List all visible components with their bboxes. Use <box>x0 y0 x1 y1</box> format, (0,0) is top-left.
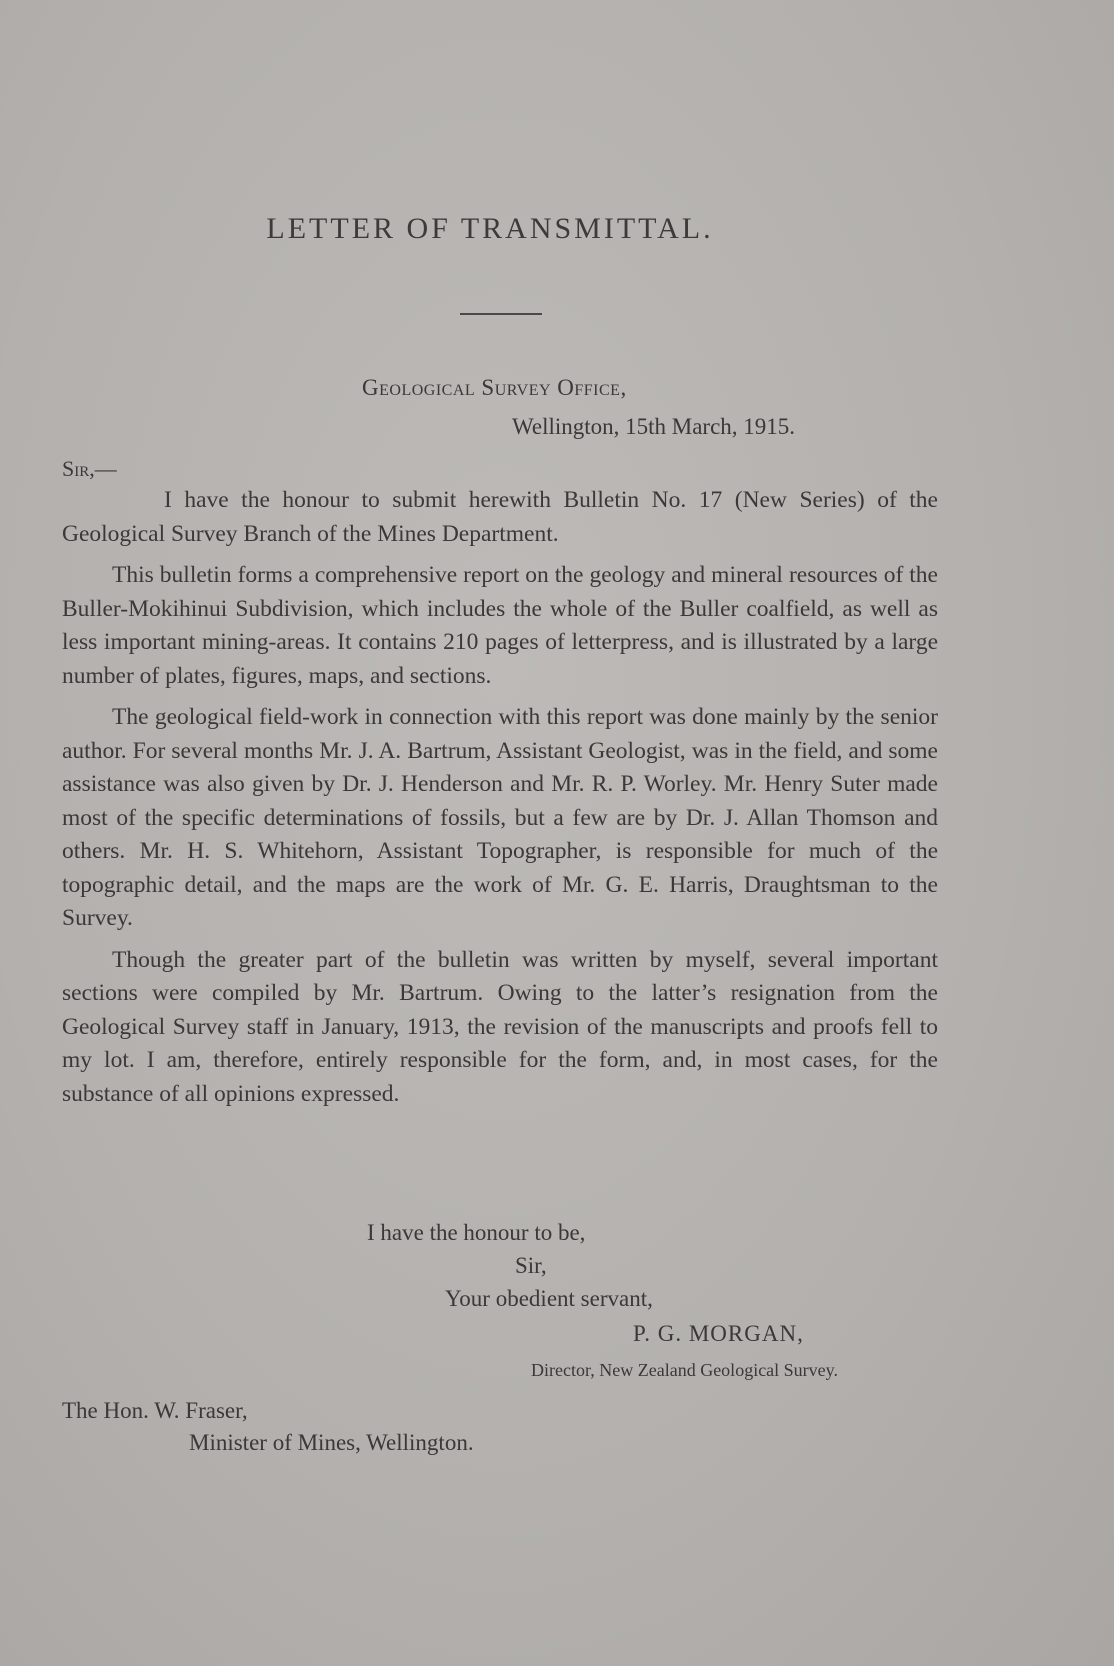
closing-line-1: I have the honour to be, <box>367 1220 586 1245</box>
paragraph-4: Though the greater part of the bulletin was written by myself, several important sections were compiled by Mr. Bartrum. Owing to the latter’s resignation from the Geological Survey staff in January, 1913, the revision of the manuscripts and proofs fell to my lot. I am, therefore, entirely responsible for the form, and, in most cases, for the substance of all opinions expressed. <box>62 946 938 1107</box>
paragraph-1: I have the honour to submit herewith Bulletin No. 17 (New Series) of the Geological Survey Branch of the Mines Department. <box>62 487 938 547</box>
signature-name: P. G. MORGAN, <box>633 1321 804 1346</box>
closing-line-3: Your obedient servant, <box>445 1286 653 1311</box>
office-heading: Geological Survey Office, <box>362 375 627 400</box>
paragraph-2: This bulletin forms a comprehensive report on the geology and mineral resources of the Buller-Mokihinui Subdivision, which includes the whole of the Buller coalfield, as well as less important mining-areas. It contains 210 pages of letterpress, and is illustrated by a large number of plates, figures, maps, and sections. <box>62 562 938 689</box>
closing-line-2: Sir, <box>515 1253 547 1278</box>
document-title: LETTER OF TRANSMITTAL. <box>266 212 714 245</box>
addressee-name: The Hon. W. Fraser, <box>62 1398 248 1423</box>
letter-body <box>62 484 938 1119</box>
signature-title: Director, New Zealand Geological Survey. <box>531 1360 838 1380</box>
salutation: Sir,— <box>62 456 117 481</box>
addressee-office: Minister of Mines, Wellington. <box>189 1430 474 1455</box>
place-date: Wellington, 15th March, 1915. <box>512 414 796 439</box>
title-rule <box>460 313 542 315</box>
paragraph-3: The geological field-work in connection with this report was done mainly by the senior author. For several months Mr. J. A. Bartrum, Assistant Geologist, was in the field, and some assistance was also given by Dr. J. Henderson and Mr. R. P. Worley. Mr. Henry Suter made most of the specific determinations of fossils, but a few are by Dr. J. Allan Thomson and others. Mr. H. S. Whitehorn, Assistant Topographer, is responsible for much of the topographic detail, and the maps are the work of Mr. G. E. Harris, Draughtsman to the Survey. <box>62 704 938 931</box>
